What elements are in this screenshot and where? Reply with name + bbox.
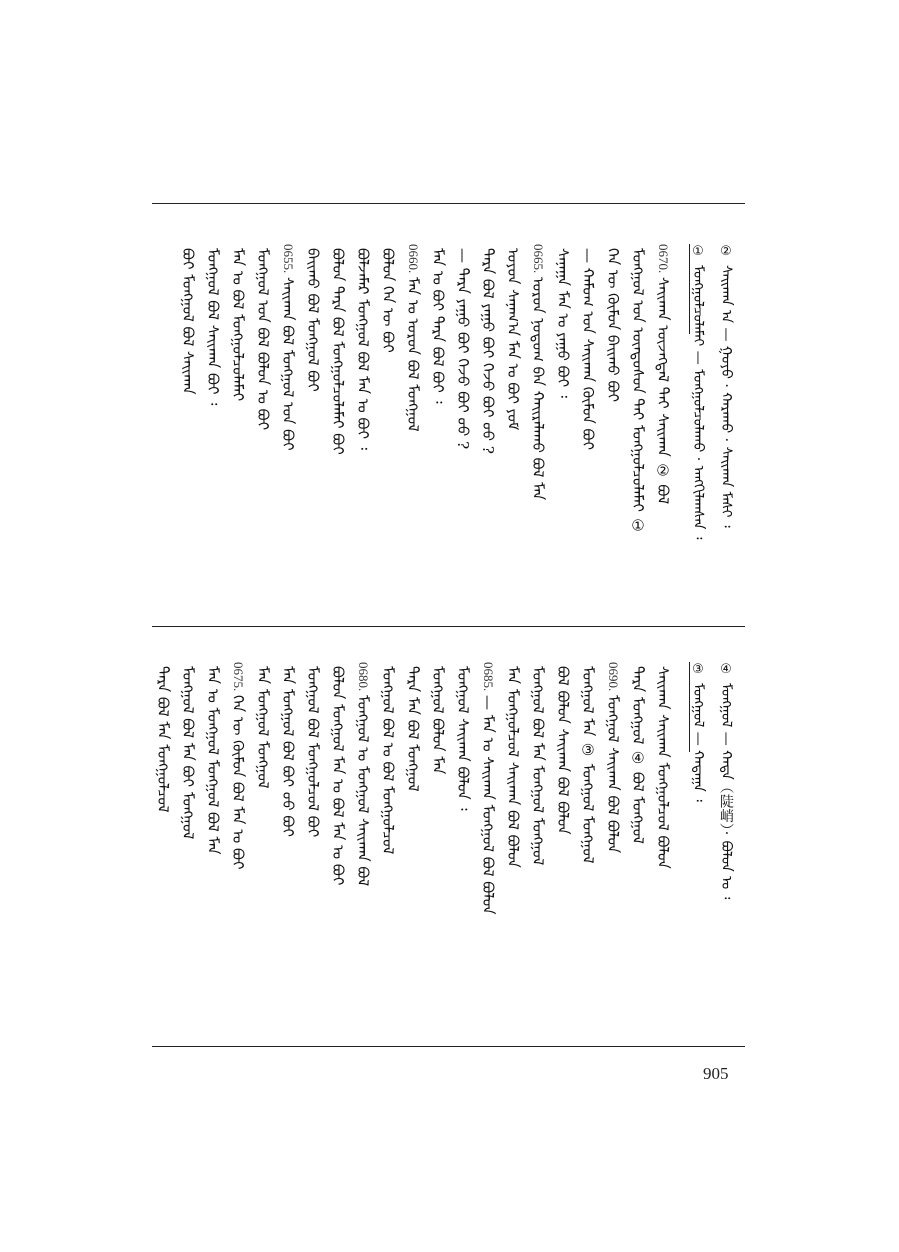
verse-line [575, 244, 601, 574]
verse-line [400, 244, 426, 574]
verse-text: — ᠲᠡᠷᠡ ᠶᠠᠭᠤ ᠪᠣᠢ ᠭᠡᠵᠦ ᠪᠣᠢ ᠤᠤ ? [454, 248, 472, 450]
verse-line [600, 244, 626, 574]
verse-text: ᠮᠣᠩᠭᠣᠯ ᠪᠣᠯ ᠮᠣᠩᠭᠣᠯᠴᠤᠯ ᠪᠣᠢ [304, 666, 322, 838]
verse-line [500, 244, 526, 574]
footnote-marker: ② [720, 244, 732, 259]
verse-text: ᠮᠠᠨ ᠮᠣᠩᠭᠣᠯ ᠮᠣᠩᠭᠣᠯ [254, 666, 272, 789]
verse-line [350, 662, 376, 992]
verse-line [625, 662, 651, 992]
verse-text: ᠰᠠᠢᠬᠠᠨ ᠰᠠᠢᠬᠠᠨ ᠮᠣᠩᠭᠣᠯᠴᠤᠯ ᠪᠣᠯᠤᠨ [654, 666, 672, 869]
verse-text: ᠮᠣᠩᠭᠣᠯ ᠮᠠᠨ ③ ᠮᠣᠩᠭᠣᠯ ᠮᠣᠩᠭᠣᠯ [579, 666, 597, 864]
verse-text: ᠮᠠᠨ ᠤ ᠮᠣᠩᠭᠣᠯ ᠮᠣᠩᠭᠣᠯ ᠪᠣᠯ ᠮᠠᠨ [204, 666, 222, 855]
verse-text: ᠮᠣᠩᠭᠣᠯ ᠤᠨ ᠪᠣᠯ ᠪᠣᠯᠤᠨ ᠤ ᠪᠣᠢ [254, 248, 272, 431]
page-number: 905 [703, 1064, 729, 1083]
verse-text: ᠲᠡᠷᠡ ᠪᠣᠯ ᠮᠠᠨ ᠮᠣᠩᠭᠣᠯᠴᠤᠯ [154, 666, 172, 813]
verse-text: ᠣᠷᠣᠨ ᠨᠤᠲᠤᠭ ᠪᠠᠨ ᠬᠠᠢᠷᠠᠯᠠᠬᠤ ᠪᠣᠯ ᠮᠠᠨ [529, 277, 547, 501]
verse-text: ᠬᠡᠨ ᠦ ᠬᠦᠮᠦᠨ ᠪᠠᠢᠬᠤ ᠪᠣᠢ [604, 248, 622, 402]
verse-text: ᠮᠣᠩᠭᠣᠯ ᠪᠣᠯ ᠤ ᠪᠣᠯ ᠮᠣᠩᠭᠣᠯᠴᠤᠯ [379, 666, 397, 855]
verse-line [300, 244, 326, 574]
verse-line [200, 244, 226, 574]
verse-line [250, 662, 276, 992]
verse-line [300, 662, 326, 992]
verse-line [350, 244, 376, 574]
verse-line [550, 662, 576, 992]
verse-line [625, 244, 651, 574]
footnote-1 [685, 244, 711, 574]
verse-line [600, 662, 626, 992]
footnote-marker: ① [692, 244, 704, 259]
verse-line [225, 662, 251, 992]
verse-text: ᠮᠠᠨ ᠤ ᠪᠣᠢ ᠲᠡᠷᠡ ᠪᠣᠯ ᠪᠣᠢ ᠄ [429, 248, 447, 404]
verse-line [575, 662, 601, 992]
verse-line [150, 662, 176, 992]
verse-text: ᠮᠠᠨ ᠤ ᠣᠷᠣᠨ ᠪᠣᠯ ᠮᠣᠩᠭᠣᠯ [404, 277, 422, 432]
verse-line [175, 662, 201, 992]
verse-text: ᠪᠠᠢᠬᠤ ᠪᠣᠯ ᠮᠣᠩᠭᠣᠯ ᠪᠣᠢ [304, 248, 322, 392]
line-number: 0665. [531, 244, 546, 274]
verse-text: ᠪᠣᠯᠤᠨ ᠲᠡᠷᠡ ᠪᠣᠯ ᠮᠣᠩᠭᠣᠯᠴᠤᠯᠠᠮᠠᠢ ᠪᠣᠢ [329, 248, 347, 455]
verse-line [650, 662, 676, 992]
verse-line [425, 662, 451, 992]
verse-line [225, 244, 251, 574]
verse-line [525, 662, 551, 992]
verse-text: ᠰᠠᠨᠠᠭᠠ ᠮᠠᠨ ᠤ ᠶᠠᠭᠤ ᠪᠣᠢ ᠄ [554, 248, 572, 398]
footnote-3 [685, 662, 711, 992]
verse-line [325, 244, 351, 574]
verse-text: ᠮᠣᠩᠭᠣᠯ ᠤᠨ ᠦᠨᠳᠦᠰᠦᠨ ᠲᠡᠢ ᠮᠣᠩᠭᠣᠯᠴᠤᠯᠠᠮᠠᠢ ① [629, 248, 647, 535]
verse-text: ᠮᠠᠨ ᠮᠣᠩᠭᠣᠯᠴᠤᠯ ᠰᠠᠢᠬᠠᠨ ᠪᠣᠯ ᠪᠣᠯᠤᠨ [504, 666, 522, 868]
verse-line [275, 244, 301, 574]
verse-line [550, 244, 576, 574]
top-rule [152, 203, 745, 204]
footnote-marker: ③ [692, 662, 704, 677]
line-number: 0660. [406, 244, 421, 274]
verse-text: ᠮᠣᠩᠭᠣᠯ ᠪᠣᠯ ᠮᠠᠨ ᠪᠣᠢ ᠮᠣᠩᠭᠣᠯ [179, 666, 197, 840]
verse-line [650, 244, 676, 574]
footnote-text: ᠮᠣᠩᠭᠣᠯ — ᠬᠠᠳᠠᠭᠠ ᠄ [690, 683, 706, 802]
verse-text: — ᠬᠠᠮᠤᠭ ᠤᠨ ᠰᠠᠢᠬᠠᠨ ᠬᠦᠮᠦᠨ ᠪᠣᠢ [579, 248, 597, 451]
verse-text: ᠪᠣᠯᠵᠠᠮᠠᠷ ᠮᠣᠩᠭᠣᠯ ᠪᠣᠯ ᠮᠠᠨ ᠤ ᠪᠣᠢ ᠄ [354, 248, 372, 450]
verse-line [500, 662, 526, 992]
verse-line [175, 244, 201, 574]
top-text-block [150, 244, 750, 574]
verse-text: ᠮᠠᠨ ᠮᠣᠩᠭᠣᠯ ᠪᠣᠯ ᠪᠣᠢ ᠤᠤ ᠪᠣᠢ [279, 666, 297, 837]
verse-text: ᠮᠣᠩᠭᠣᠯ ᠰᠠᠢᠬᠠᠨ ᠪᠣᠯ ᠪᠣᠯᠤᠨ [604, 695, 622, 854]
verse-line [250, 244, 276, 574]
verse-text: ᠲᠡᠷᠡ ᠮᠠᠨ ᠪᠣᠯ ᠮᠣᠩᠭᠣᠯ [404, 666, 422, 792]
middle-rule [152, 626, 745, 627]
footnote-text: ᠮᠣᠩᠭᠣᠯᠴᠤᠯᠠᠮᠠᠢ — ᠮᠣᠩᠭᠣᠯᠴᠤᠯᠠᠬᠤ · ᠠᠩᠭᠢᠯᠠᠭᠰᠠᠨ ᠄ [690, 265, 706, 540]
verse-text: ᠮᠠᠨ ᠤ ᠪᠣᠯ ᠮᠣᠩᠭᠣᠯᠴᠤᠯᠠᠮᠠᠢ [229, 248, 247, 402]
bottom-text-block [150, 662, 750, 992]
verse-text: ᠰᠠᠢᠬᠠᠨ ᠦᠵᠡᠭᠳᠡᠯ ᠲᠡᠢ ᠰᠠᠢᠬᠠᠨ ② ᠪᠣᠯ [654, 277, 672, 505]
verse-text: ᠪᠣᠢ ᠮᠣᠩᠭᠣᠯ ᠪᠣᠯ ᠰᠠᠢᠬᠠᠨ [179, 248, 197, 395]
verse-line [325, 662, 351, 992]
line-number: 0685. [481, 662, 496, 692]
verse-line [375, 244, 401, 574]
line-number: 0670. [656, 244, 671, 274]
verse-text: ᠲᠡᠷᠡ ᠮᠣᠩᠭᠣᠯ ④ ᠪᠣᠯ ᠮᠣᠩᠭᠣᠯ [629, 666, 647, 844]
verse-line [475, 244, 501, 574]
footnote-2 [713, 244, 739, 574]
verse-line [400, 662, 426, 992]
line-number: 0655. [281, 244, 296, 274]
verse-line [525, 244, 551, 574]
verse-text: ᠬᠡᠨ ᠦ ᠬᠦᠮᠦᠨ ᠪᠣᠯ ᠮᠠᠨ ᠤ ᠪᠣᠢ [229, 695, 247, 870]
bottom-rule [152, 1046, 745, 1047]
line-number: 0690. [606, 662, 621, 692]
verse-text: ᠪᠣᠯ ᠪᠣᠯᠤᠨ ᠰᠠᠢᠬᠠᠨ ᠪᠣᠯ ᠪᠣᠯᠤᠨ [554, 666, 572, 835]
verse-line [425, 244, 451, 574]
verse-line [475, 662, 501, 992]
line-number: 0675. [231, 662, 246, 692]
footnote-text: ᠰᠠᠢᠬᠠᠨ ᠎ᠠ — ᠭᠣᠶᠣ · ᠬᠠᠷᠠᠬᠤ · ᠰᠠᠢᠬᠠᠨ ᠮᠠᠰᠢ ᠄ [718, 265, 734, 528]
verse-text: ᠣᠶᠤᠨ ᠰᠠᠨᠠᠭ᠎ᠠ ᠮᠠᠨ ᠤ ᠪᠣᠢ ᠶᠤᠮ [504, 248, 522, 431]
verse-text: ᠮᠣᠩᠭᠣᠯ ᠪᠣᠯ ᠰᠠᠢᠬᠠᠨ ᠪᠣᠢ ᠄ [204, 248, 222, 406]
footnote-marker: ④ [720, 662, 732, 677]
verse-line [200, 662, 226, 992]
verse-line [450, 244, 476, 574]
verse-line [375, 662, 401, 992]
verse-line [450, 662, 476, 992]
verse-line [275, 662, 301, 992]
verse-text: ᠮᠣᠩᠭᠣᠯ ᠤ ᠮᠣᠩᠭᠣᠯ ᠰᠠᠢᠬᠠᠨ ᠪᠣᠯ [354, 695, 372, 887]
verse-text: ᠲᠡᠷᠡ ᠪᠣᠯ ᠶᠠᠭᠤ ᠪᠣᠢ ᠭᠡᠵᠦ ᠪᠣᠢ ᠤᠤ ? [479, 248, 497, 454]
footnote-4 [713, 662, 739, 992]
verse-text: ᠪᠣᠯᠤᠨ ᠮᠣᠩᠭᠣᠯ ᠮᠠᠨ ᠤ ᠪᠣᠯ ᠮᠠᠨ ᠤ ᠪᠣᠢ [329, 666, 347, 886]
verse-text: — ᠮᠠᠨ ᠤ ᠰᠠᠢᠬᠠᠨ ᠮᠣᠩᠭᠣᠯ ᠪᠣᠯ ᠪᠣᠯᠤᠨ [479, 695, 497, 915]
verse-text: ᠰᠠᠢᠬᠠᠨ ᠪᠣᠯ ᠮᠣᠩᠭᠣᠯ ᠤᠨ ᠪᠣᠢ [279, 277, 297, 451]
verse-text: ᠮᠣᠩᠭᠣᠯ ᠰᠠᠢᠬᠠᠨ ᠪᠣᠯᠤᠨ ᠄ [454, 666, 472, 811]
verse-text: ᠮᠣᠩᠭᠣᠯ ᠪᠣᠯ ᠮᠠᠨ ᠮᠣᠩᠭᠣᠯ ᠮᠣᠩᠭᠣᠯ [529, 666, 547, 866]
line-number: 0680. [356, 662, 371, 692]
footnote-text: ᠮᠣᠩᠭᠣᠯ — ᠬᠠᠳᠠ（陡峭）· ᠪᠣᠯᠤᠨ ᠤ ᠄ [718, 683, 734, 900]
verse-text: ᠮᠣᠩᠭᠣᠯ ᠪᠣᠯᠤᠨ ᠮᠠᠨ [429, 666, 447, 775]
verse-text: ᠪᠣᠯᠤᠨ ᠬᠡᠨ ᠦ ᠪᠣᠢ [379, 248, 397, 353]
